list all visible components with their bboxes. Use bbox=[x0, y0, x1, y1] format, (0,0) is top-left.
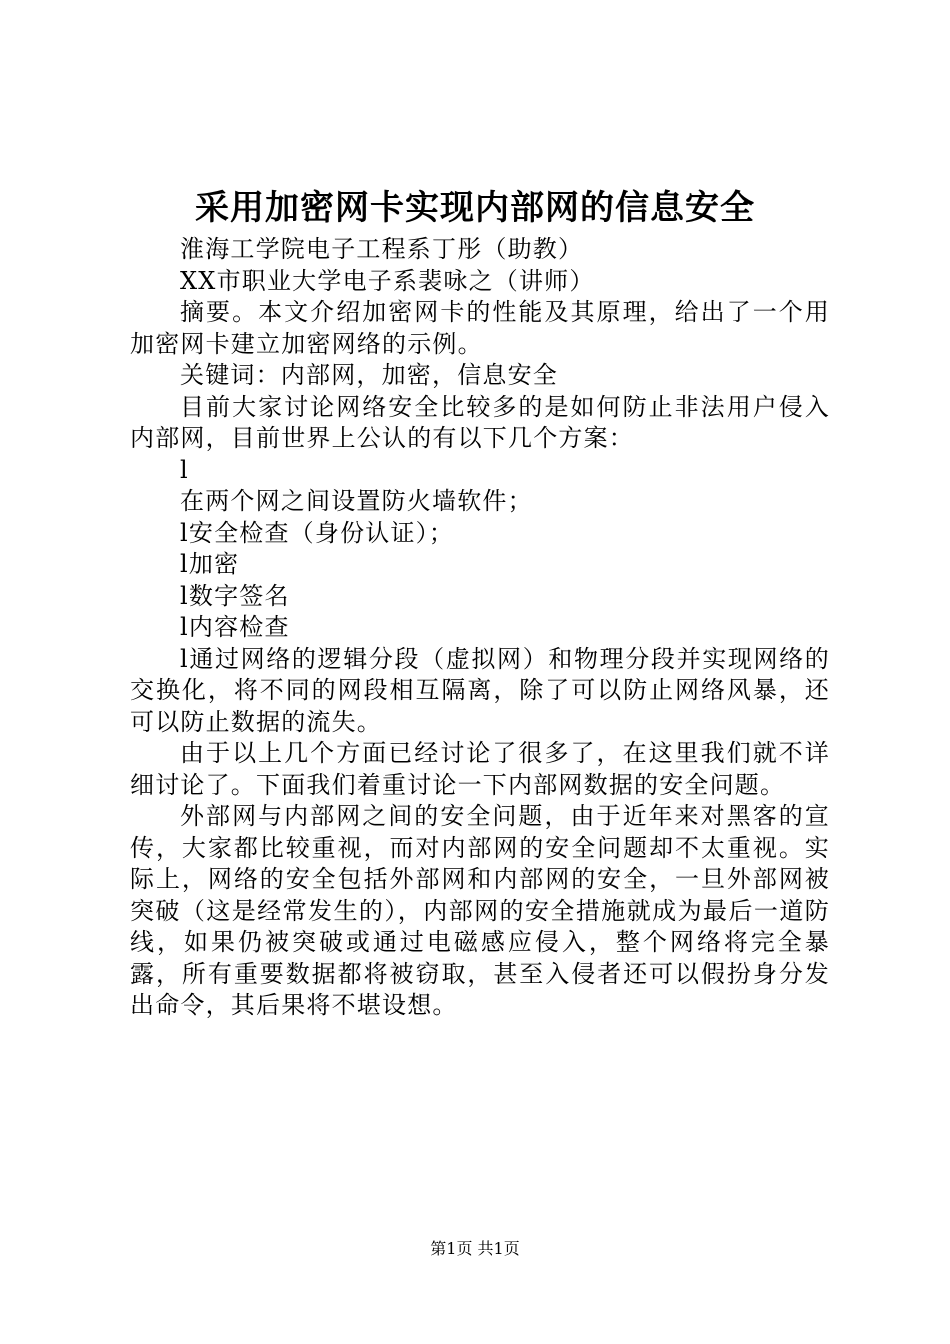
author-line-2: XX市职业大学电子系裴咏之（讲师） bbox=[180, 266, 595, 295]
document-body bbox=[130, 234, 830, 1022]
body-paragraph: 由于以上几个方面已经讨论了很多了，在这里我们就不详细讨论了。下面我们着重讨论一下内部网数据的安全问题。 bbox=[130, 739, 830, 799]
list-bullet: l bbox=[180, 455, 189, 484]
list-item: l通过网络的逻辑分段（虚拟网）和物理分段并实现网络的交换化，将不同的网段相互隔离，除了可以防止网络风暴，还可以防止数据的流失。 bbox=[130, 644, 830, 736]
page-footer: 第1页 共1页 bbox=[430, 1239, 520, 1258]
list-item: l数字签名 bbox=[180, 581, 290, 610]
list-item: l内容检查 bbox=[180, 613, 290, 641]
abstract-paragraph: 摘要。本文介绍加密网卡的性能及其原理，给出了一个用加密网卡建立加密网络的示例。 bbox=[130, 298, 830, 358]
body-paragraph: 外部网与内部网之间的安全问题，由于近年来对黑客的宣传，大家都比较重视，而对内部网的安全问题却不太重视。实际上，网络的安全包括外部网和内部网的安全，一旦外部网被突破（这是经常发生的），内部网的安全措施就成为最后一道防线，如果仍被突破或通过电磁感应侵入，整个网络将完全暴露，所有重要数据都将被窃取，甚至入侵者还可以假扮身分发出命令，其后果将不堪设想。 bbox=[130, 802, 830, 1019]
author-line-1: 淮海工学院电子工程系丁彤（助教） bbox=[180, 235, 584, 263]
list-item: l安全检查（身份认证）； bbox=[180, 518, 455, 547]
list-item: l加密 bbox=[180, 550, 240, 578]
list-item: 在两个网之间设置防火墙软件； bbox=[180, 487, 533, 515]
keywords-paragraph: 关键词：内部网，加密，信息安全 bbox=[180, 361, 558, 389]
body-paragraph: 目前大家讨论网络安全比较多的是如何防止非法用户侵入内部网，目前世界上公认的有以下几个方案： bbox=[130, 392, 830, 452]
document-title: 采用加密网卡实现内部网的信息安全 bbox=[195, 188, 755, 228]
